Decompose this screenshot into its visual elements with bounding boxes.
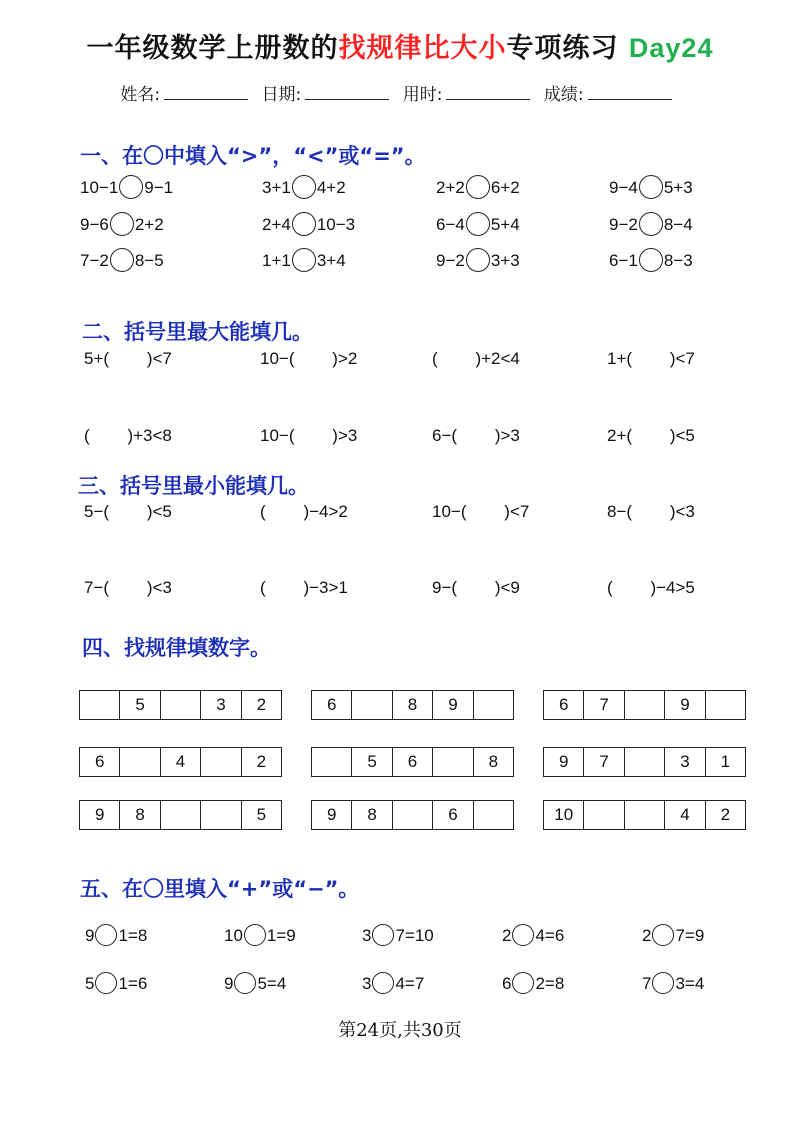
section-3-heading: 三、括号里最小能填几。 [78, 474, 309, 498]
compare-item [436, 215, 520, 236]
right-expression: 9−1 [144, 178, 174, 197]
answer-circle[interactable] [110, 212, 134, 236]
compare-item [609, 178, 693, 199]
answer-circle[interactable] [639, 248, 663, 272]
operator-item [362, 926, 434, 946]
operator-circle[interactable] [512, 924, 534, 946]
compare-item [262, 178, 346, 199]
compare-item [80, 215, 164, 236]
number-cell: 7 [583, 748, 623, 776]
fill-item[interactable]: 2+( )<5 [607, 426, 695, 445]
first-number: 6 [502, 974, 512, 993]
first-number: 3 [362, 974, 372, 993]
first-number: 7 [642, 974, 652, 993]
compare-item [436, 178, 520, 199]
number-cell: 4 [664, 801, 704, 829]
number-cell: 6 [94, 752, 105, 771]
sequence-box [79, 747, 282, 777]
operator-circle[interactable] [95, 972, 117, 994]
operator-circle[interactable] [652, 972, 674, 994]
fill-item[interactable]: 10−( )>2 [260, 349, 358, 368]
equation-rest: 3=4 [675, 974, 705, 993]
number-cell: 7 [583, 691, 623, 719]
right-expression: 6+2 [490, 178, 520, 197]
right-expression: 8−4 [663, 215, 693, 234]
left-expression: 1+1 [262, 251, 291, 270]
right-expression: 10−3 [316, 215, 356, 234]
title-part-1: 一年级数学上册数的 [86, 33, 339, 64]
fill-item[interactable]: 1+( )<7 [607, 349, 695, 368]
section-2-heading: 二、括号里最大能填几。 [82, 320, 313, 344]
name-label: 姓名: [120, 85, 161, 105]
first-number: 3 [362, 926, 372, 945]
compare-item [609, 251, 693, 272]
first-number: 10 [224, 926, 243, 945]
first-number: 9 [85, 926, 95, 945]
title-part-3: 专项练习 [506, 33, 619, 64]
right-expression: 4+2 [316, 178, 346, 197]
answer-circle[interactable] [292, 212, 316, 236]
blank-cell[interactable] [583, 801, 623, 829]
left-expression: 6−1 [609, 251, 638, 270]
operator-item [362, 974, 424, 994]
fill-item[interactable]: 5−( )<5 [84, 502, 172, 521]
operator-circle[interactable] [372, 924, 394, 946]
section-4-heading: 四、找规律填数字。 [82, 636, 271, 660]
sequence-box [543, 800, 746, 830]
right-expression: 2+2 [134, 215, 164, 234]
left-expression: 7−2 [80, 251, 109, 270]
page-number: 第24页,共30页 [338, 1020, 462, 1041]
answer-circle[interactable] [466, 212, 490, 236]
fill-item[interactable]: ( )−4>2 [260, 502, 348, 521]
operator-circle[interactable] [244, 924, 266, 946]
name-field[interactable] [164, 85, 248, 100]
answer-circle[interactable] [639, 212, 663, 236]
compare-item [609, 215, 693, 236]
date-label: 日期: [261, 85, 302, 105]
blank-cell[interactable] [312, 748, 351, 776]
equation-rest: 5=4 [257, 974, 287, 993]
score-label: 成绩: [543, 85, 584, 105]
number-cell: 6 [392, 748, 432, 776]
number-cell: 2 [241, 748, 281, 776]
fill-item[interactable]: 8−( )<3 [607, 502, 695, 521]
equation-rest: 7=10 [395, 926, 434, 945]
operator-item [224, 974, 286, 994]
answer-circle[interactable] [110, 248, 134, 272]
sequence-box [79, 690, 282, 720]
operator-item [642, 926, 704, 946]
left-expression: 10−1 [80, 178, 119, 197]
fill-item[interactable]: 9−( )<9 [432, 578, 520, 597]
blank-cell[interactable] [473, 691, 513, 719]
answer-circle[interactable] [292, 175, 316, 199]
equation-rest: 4=7 [395, 974, 425, 993]
fill-item[interactable]: 10−( )>3 [260, 426, 358, 445]
blank-cell[interactable] [624, 801, 664, 829]
blank-cell[interactable] [432, 748, 472, 776]
blank-cell[interactable] [624, 691, 664, 719]
equation-rest: 1=8 [118, 926, 148, 945]
compare-item [80, 178, 173, 199]
answer-circle[interactable] [119, 175, 143, 199]
number-cell: 9 [432, 691, 472, 719]
left-expression: 2+2 [436, 178, 465, 197]
operator-circle[interactable] [372, 972, 394, 994]
blank-cell[interactable] [473, 801, 513, 829]
operator-item [502, 974, 564, 994]
number-cell: 10 [554, 805, 574, 824]
blank-cell[interactable] [80, 691, 119, 719]
answer-circle[interactable] [639, 175, 663, 199]
number-cell: 2 [241, 691, 281, 719]
operator-item [85, 974, 147, 994]
score-field[interactable] [588, 85, 672, 100]
number-cell: 5 [241, 801, 281, 829]
first-number: 9 [224, 974, 234, 993]
fill-item[interactable]: ( )+3<8 [84, 426, 172, 445]
blank-cell[interactable] [160, 691, 200, 719]
left-expression: 6−4 [436, 215, 465, 234]
left-expression: 9−6 [80, 215, 109, 234]
fill-item[interactable]: 10−( )<7 [432, 502, 530, 521]
number-cell: 8 [473, 748, 513, 776]
first-number: 2 [642, 926, 652, 945]
number-cell: 9 [326, 805, 337, 824]
answer-circle[interactable] [292, 248, 316, 272]
right-expression: 5+3 [663, 178, 693, 197]
blank-cell[interactable] [160, 801, 200, 829]
sequence-box [543, 690, 746, 720]
operator-item [502, 926, 564, 946]
right-expression: 8−3 [663, 251, 693, 270]
equation-rest: 7=9 [675, 926, 705, 945]
equation-rest: 1=6 [118, 974, 148, 993]
blank-cell[interactable] [624, 748, 664, 776]
number-cell: 6 [432, 801, 472, 829]
operator-item [642, 974, 704, 994]
page-title [0, 26, 800, 65]
operator-circle[interactable] [512, 972, 534, 994]
answer-circle[interactable] [466, 248, 490, 272]
blank-cell[interactable] [200, 801, 240, 829]
number-cell: 8 [392, 691, 432, 719]
section-5-heading: 五、在〇里填入“+”或“−”。 [80, 877, 360, 901]
title-day: Day24 [628, 33, 714, 63]
equation-rest: 4=6 [535, 926, 565, 945]
number-cell: 9 [664, 691, 704, 719]
time-label: 用时: [402, 85, 443, 105]
compare-item [262, 215, 355, 236]
fill-item[interactable]: 5+( )<7 [84, 349, 172, 368]
answer-circle[interactable] [466, 175, 490, 199]
operator-circle[interactable] [95, 924, 117, 946]
blank-cell[interactable] [351, 691, 391, 719]
number-cell: 3 [200, 691, 240, 719]
number-cell: 3 [664, 748, 704, 776]
left-expression: 3+1 [262, 178, 291, 197]
fill-item[interactable]: ( )+2<4 [432, 349, 520, 368]
operator-circle[interactable] [652, 924, 674, 946]
equation-rest: 1=9 [266, 926, 296, 945]
right-expression: 3+3 [490, 251, 520, 270]
compare-item [262, 251, 346, 272]
sequence-box [79, 800, 282, 830]
operator-item [224, 926, 296, 946]
fill-item[interactable]: ( )−4>5 [607, 578, 695, 597]
compare-item [80, 251, 164, 272]
student-info [0, 80, 800, 105]
sequence-box [311, 800, 514, 830]
date-field[interactable] [305, 85, 389, 100]
number-cell: 8 [119, 801, 159, 829]
blank-cell[interactable] [705, 691, 745, 719]
left-expression: 9−2 [436, 251, 465, 270]
number-cell: 9 [558, 752, 569, 771]
first-number: 5 [85, 974, 95, 993]
right-expression: 5+4 [490, 215, 520, 234]
compare-item [436, 251, 520, 272]
number-cell: 6 [326, 695, 337, 714]
fill-item[interactable]: ( )−3>1 [260, 578, 348, 597]
title-part-2: 找规律比大小 [338, 33, 507, 64]
left-expression: 2+4 [262, 215, 291, 234]
number-cell: 4 [160, 748, 200, 776]
number-cell: 6 [558, 695, 569, 714]
fill-item[interactable]: 6−( )>3 [432, 426, 520, 445]
sequence-box [311, 747, 514, 777]
number-cell: 8 [351, 801, 391, 829]
time-field[interactable] [446, 85, 530, 100]
operator-item [85, 926, 147, 946]
left-expression: 9−2 [609, 215, 638, 234]
right-expression: 8−5 [134, 251, 164, 270]
equation-rest: 2=8 [535, 974, 565, 993]
number-cell: 5 [351, 748, 391, 776]
left-expression: 9−4 [609, 178, 638, 197]
operator-circle[interactable] [234, 972, 256, 994]
section-1-heading: 一、在〇中填入“>”，“<”或“=”。 [80, 144, 426, 168]
number-cell: 1 [705, 748, 745, 776]
number-cell: 2 [705, 801, 745, 829]
fill-item[interactable]: 7−( )<3 [84, 578, 172, 597]
number-cell: 9 [94, 805, 105, 824]
blank-cell[interactable] [392, 801, 432, 829]
first-number: 2 [502, 926, 512, 945]
blank-cell[interactable] [119, 748, 159, 776]
blank-cell[interactable] [200, 748, 240, 776]
right-expression: 3+4 [316, 251, 346, 270]
sequence-box [543, 747, 746, 777]
sequence-box [311, 690, 514, 720]
number-cell: 5 [119, 691, 159, 719]
